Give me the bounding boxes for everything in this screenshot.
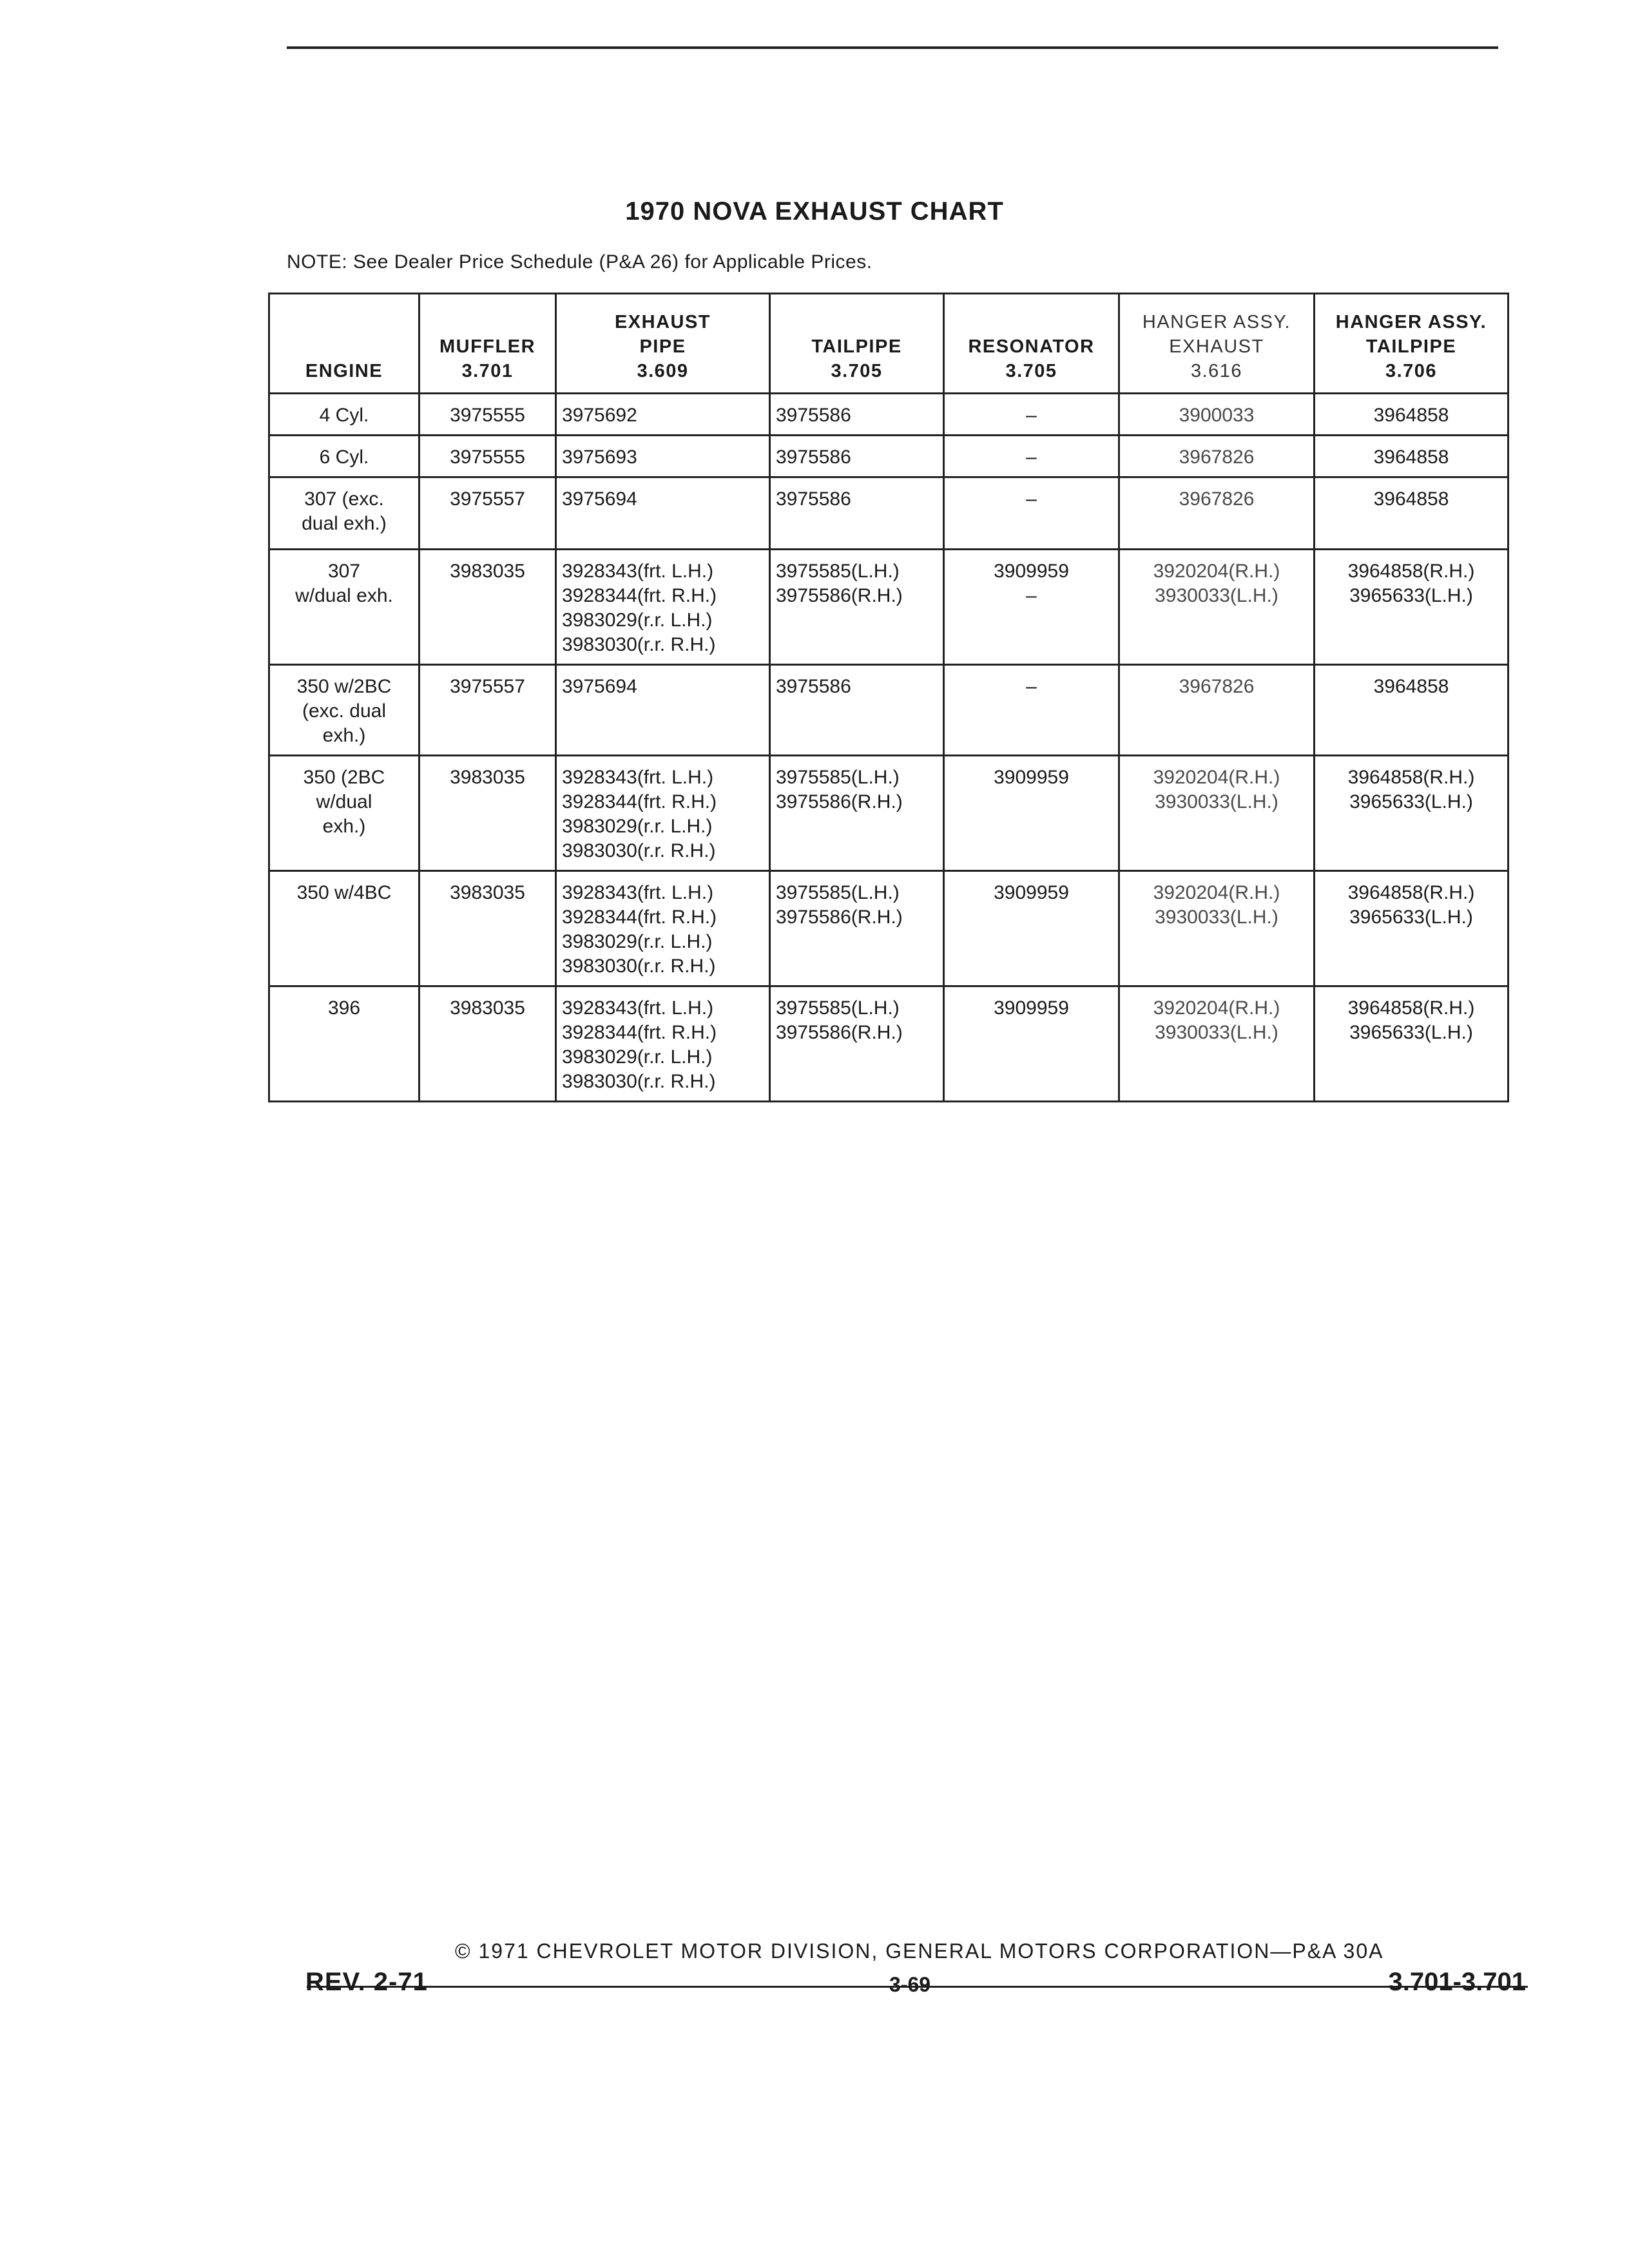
table-row <box>269 665 1509 756</box>
cell-line: 3975557 <box>450 488 525 510</box>
engine-cell <box>269 550 419 665</box>
exhaust-pipe-cell <box>556 550 770 665</box>
cell-line: 3975585(L.H.) <box>776 767 900 788</box>
header-line: ENGINE <box>305 361 383 381</box>
muffler-cell <box>419 436 556 477</box>
cell-line: 3928343(frt. L.H.) <box>562 997 714 1019</box>
cell-line: 3983035 <box>450 561 525 582</box>
engine-cell <box>269 756 419 871</box>
resonator-cell <box>944 986 1119 1102</box>
hanger-tailpipe-cell <box>1315 871 1509 986</box>
header-line: 3.701 <box>461 361 514 381</box>
cell-line: 3964858(R.H.) <box>1347 767 1475 788</box>
hanger-exhaust-cell <box>1119 550 1315 665</box>
engine-cell <box>269 477 419 550</box>
cell-line: 3967826 <box>1179 447 1255 468</box>
copyright-notice: © 1971 CHEVROLET MOTOR DIVISION, GENERAL MOTORS CORPORATION—P&A 30A <box>451 1939 1387 1963</box>
cell-line: 3930033(L.H.) <box>1155 1022 1278 1043</box>
engine-cell <box>269 986 419 1102</box>
header-resonator <box>944 294 1119 394</box>
cell-line: 3975586(R.H.) <box>776 791 903 812</box>
cell-line: 3983029(r.r. L.H.) <box>562 1046 713 1068</box>
cell-line: 3909959 <box>994 767 1069 788</box>
resonator-cell <box>944 871 1119 986</box>
hanger-tailpipe-cell <box>1315 756 1509 871</box>
tailpipe-cell <box>770 986 944 1102</box>
table-row <box>269 394 1509 436</box>
hanger-tailpipe-cell <box>1315 665 1509 756</box>
cell-line: 3975585(L.H.) <box>776 561 900 582</box>
exhaust-pipe-cell <box>556 477 770 550</box>
header-exhaust-pipe <box>556 294 770 394</box>
cell-line: 3930033(L.H.) <box>1155 585 1278 606</box>
cell-line: 3928343(frt. L.H.) <box>562 561 714 582</box>
cell-line: 3964858 <box>1373 676 1449 697</box>
cell-line: 3928344(frt. R.H.) <box>562 791 717 812</box>
resonator-cell <box>944 477 1119 550</box>
section-range: 3.701-3.701 <box>1388 1968 1526 1996</box>
exhaust-pipe-cell <box>556 394 770 436</box>
table-row <box>269 986 1509 1102</box>
muffler-cell <box>419 665 556 756</box>
table-row <box>269 756 1509 871</box>
header-line: TAILPIPE <box>811 336 902 357</box>
cell-line: 3920204(R.H.) <box>1153 882 1280 903</box>
header-line: 3.609 <box>637 361 689 381</box>
cell-line: 3975586 <box>776 676 851 697</box>
cell-line: 3983029(r.r. L.H.) <box>562 610 713 631</box>
exhaust-pipe-cell <box>556 756 770 871</box>
cell-line: 350 w/2BC <box>296 676 392 697</box>
cell-line: – <box>1026 447 1037 468</box>
tailpipe-cell <box>770 665 944 756</box>
hanger-exhaust-cell <box>1119 436 1315 477</box>
table-row <box>269 436 1509 477</box>
cell-line: 3975694 <box>562 488 637 510</box>
exhaust-pipe-cell <box>556 871 770 986</box>
cell-line: 3983035 <box>450 882 525 903</box>
header-line: 3.616 <box>1190 361 1243 381</box>
header-line: EXHAUST <box>1169 336 1264 357</box>
cell-line: 3983030(r.r. R.H.) <box>562 956 716 977</box>
cell-line: 3928344(frt. R.H.) <box>562 907 717 928</box>
table-row <box>269 550 1509 665</box>
header-line: PIPE <box>639 336 686 357</box>
cell-line: dual exh.) <box>302 513 387 534</box>
table-row <box>269 871 1509 986</box>
cell-line: – <box>1026 676 1037 697</box>
header-hanger-tailpipe <box>1315 294 1509 394</box>
cell-line: 3983035 <box>450 997 525 1019</box>
cell-line: 307 (exc. <box>304 488 384 510</box>
cell-line: – <box>1026 585 1037 606</box>
cell-line: 3965633(L.H.) <box>1349 907 1473 928</box>
cell-line: w/dual <box>316 791 372 812</box>
cell-line: 3975586(R.H.) <box>776 1022 903 1043</box>
cell-line: 3964858 <box>1373 488 1449 510</box>
page-number: 3-69 <box>889 1973 931 1996</box>
header-line: EXHAUST <box>614 312 711 332</box>
cell-line: (exc. dual <box>302 700 387 722</box>
muffler-cell <box>419 756 556 871</box>
cell-line: 3983029(r.r. L.H.) <box>562 931 713 952</box>
muffler-cell <box>419 871 556 986</box>
cell-line: 3975555 <box>450 447 525 468</box>
cell-line: 3975557 <box>450 676 525 697</box>
cell-line: 4 Cyl. <box>319 405 369 426</box>
cell-line: 6 Cyl. <box>319 447 369 468</box>
muffler-cell <box>419 394 556 436</box>
cell-line: 3975585(L.H.) <box>776 997 900 1019</box>
cell-line: 3975692 <box>562 405 637 426</box>
cell-line: 3965633(L.H.) <box>1349 585 1473 606</box>
cell-line: 3900033 <box>1179 405 1255 426</box>
cell-line: 3928344(frt. R.H.) <box>562 585 717 606</box>
cell-line: 3975586 <box>776 405 851 426</box>
cell-line: 3983030(r.r. R.H.) <box>562 1071 716 1092</box>
header-tailpipe <box>770 294 944 394</box>
cell-line: 3930033(L.H.) <box>1155 791 1278 812</box>
cell-line: 3975586(R.H.) <box>776 585 903 606</box>
cell-line: 350 w/4BC <box>296 882 392 903</box>
muffler-cell <box>419 550 556 665</box>
cell-line: 3967826 <box>1179 488 1255 510</box>
hanger-exhaust-cell <box>1119 665 1315 756</box>
cell-line: 3928344(frt. R.H.) <box>562 1022 717 1043</box>
header-line: HANGER ASSY. <box>1335 312 1487 332</box>
cell-line: 3920204(R.H.) <box>1153 561 1280 582</box>
cell-line: 3964858(R.H.) <box>1347 561 1475 582</box>
header-hanger-exhaust <box>1119 294 1315 394</box>
cell-line: 3964858(R.H.) <box>1347 997 1475 1019</box>
engine-cell <box>269 394 419 436</box>
cell-line: exh.) <box>322 816 366 837</box>
cell-line: 3975694 <box>562 676 637 697</box>
cell-line: 3967826 <box>1179 676 1255 697</box>
page-title: 1970 NOVA EXHAUST CHART <box>625 197 1004 226</box>
tailpipe-cell <box>770 756 944 871</box>
tailpipe-cell <box>770 436 944 477</box>
exhaust-pipe-cell <box>556 436 770 477</box>
engine-cell <box>269 436 419 477</box>
cell-line: 3975585(L.H.) <box>776 882 900 903</box>
resonator-cell <box>944 665 1119 756</box>
tailpipe-cell <box>770 394 944 436</box>
cell-line: 3965633(L.H.) <box>1349 791 1473 812</box>
resonator-cell <box>944 550 1119 665</box>
hanger-exhaust-cell <box>1119 477 1315 550</box>
cell-line: – <box>1026 405 1037 426</box>
muffler-cell <box>419 477 556 550</box>
header-line: TAILPIPE <box>1365 336 1457 357</box>
cell-line: – <box>1026 488 1037 510</box>
table-row <box>269 477 1509 550</box>
cell-line: 3930033(L.H.) <box>1155 907 1278 928</box>
cell-line: 350 (2BC <box>303 767 385 788</box>
cell-line: 3983030(r.r. R.H.) <box>562 840 716 861</box>
hanger-tailpipe-cell <box>1315 986 1509 1102</box>
exhaust-chart-table <box>268 293 1509 1102</box>
header-line: 3.705 <box>1005 361 1057 381</box>
header-line: RESONATOR <box>968 336 1095 357</box>
hanger-exhaust-cell <box>1119 756 1315 871</box>
cell-line: 3928343(frt. L.H.) <box>562 767 714 788</box>
resonator-cell <box>944 394 1119 436</box>
exhaust-pipe-cell <box>556 986 770 1102</box>
cell-line: 3909959 <box>994 882 1069 903</box>
hanger-exhaust-cell <box>1119 394 1315 436</box>
cell-line: 307 <box>327 561 361 582</box>
cell-line: 3983035 <box>450 767 525 788</box>
cell-line: 3975693 <box>562 447 637 468</box>
cell-line: 3975586 <box>776 447 851 468</box>
hanger-tailpipe-cell <box>1315 550 1509 665</box>
cell-line: 3975555 <box>450 405 525 426</box>
cell-line: 3965633(L.H.) <box>1349 1022 1473 1043</box>
resonator-cell <box>944 756 1119 871</box>
engine-cell <box>269 665 419 756</box>
cell-line: 3964858 <box>1373 447 1449 468</box>
hanger-tailpipe-cell <box>1315 394 1509 436</box>
header-line: MUFFLER <box>439 336 536 357</box>
hanger-exhaust-cell <box>1119 986 1315 1102</box>
cell-line: 3975586(R.H.) <box>776 907 903 928</box>
header-line: 3.706 <box>1385 361 1438 381</box>
table-body <box>269 394 1509 1102</box>
header-muffler <box>419 294 556 394</box>
cell-line: 3975586 <box>776 488 851 510</box>
header-line: HANGER ASSY. <box>1142 312 1291 332</box>
cell-line: 396 <box>327 997 361 1019</box>
resonator-cell <box>944 436 1119 477</box>
top-rule <box>287 46 1498 49</box>
cell-line: 3983029(r.r. L.H.) <box>562 816 713 837</box>
cell-line: 3920204(R.H.) <box>1153 997 1280 1019</box>
cell-line: 3920204(R.H.) <box>1153 767 1280 788</box>
engine-cell <box>269 871 419 986</box>
cell-line: 3983030(r.r. R.H.) <box>562 634 716 655</box>
hanger-tailpipe-cell <box>1315 436 1509 477</box>
cell-line: 3928343(frt. L.H.) <box>562 882 714 903</box>
cell-line: 3964858 <box>1373 405 1449 426</box>
muffler-cell <box>419 986 556 1102</box>
cell-line: 3909959 <box>994 561 1069 582</box>
hanger-exhaust-cell <box>1119 871 1315 986</box>
header-line: 3.705 <box>831 361 883 381</box>
header-engine <box>269 294 419 394</box>
exhaust-pipe-cell <box>556 665 770 756</box>
cell-line: 3964858(R.H.) <box>1347 882 1475 903</box>
cell-line: 3909959 <box>994 997 1069 1019</box>
header-row <box>269 294 1509 394</box>
cell-line: w/dual exh. <box>295 585 393 606</box>
tailpipe-cell <box>770 871 944 986</box>
price-note: NOTE: See Dealer Price Schedule (P&A 26) for Applicable Prices. <box>287 251 872 273</box>
revision-label: REV. 2-71 <box>305 1968 428 1996</box>
tailpipe-cell <box>770 550 944 665</box>
cell-line: exh.) <box>322 725 366 746</box>
hanger-tailpipe-cell <box>1315 477 1509 550</box>
tailpipe-cell <box>770 477 944 550</box>
